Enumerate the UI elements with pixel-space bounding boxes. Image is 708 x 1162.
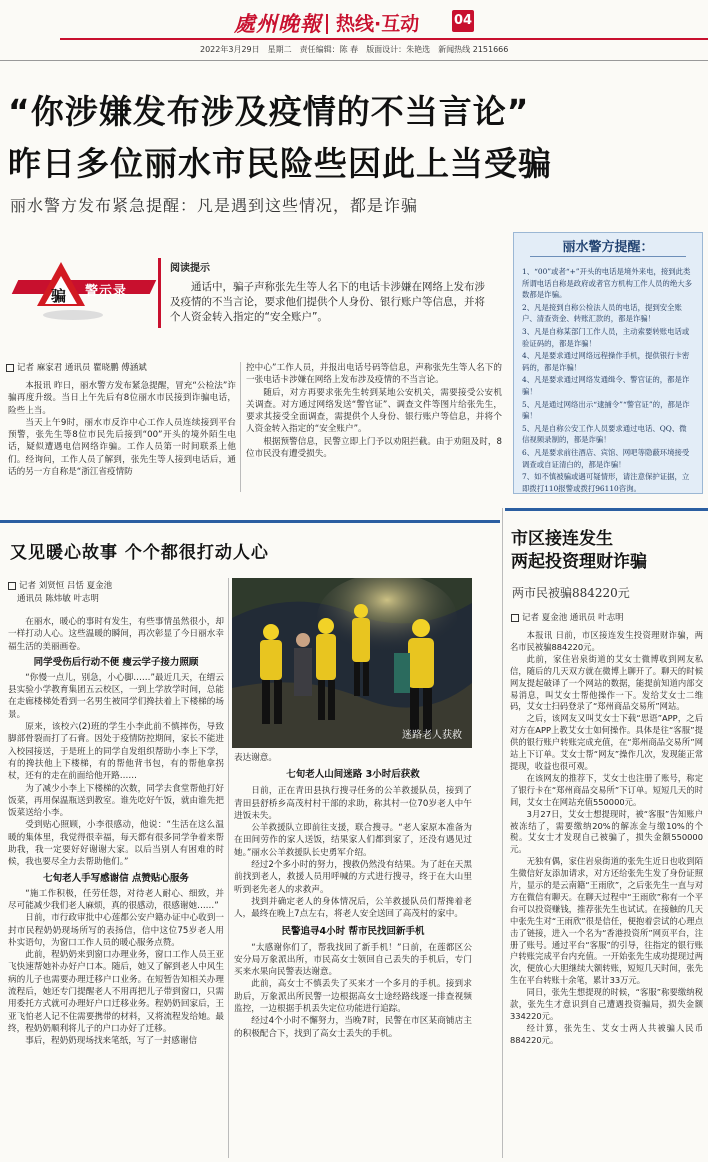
subheading-mountain-rescue: 七旬老人山间迷路 3小时后获救 xyxy=(286,769,420,781)
warning-list xyxy=(522,266,694,495)
tip-accent-bar xyxy=(158,258,161,328)
story3-para: 此前，家住岩泉街道的艾女士微博收到网友私信，随后的几天双方就在微博上聊开了。聊天的时候网友提起破译了一个网站的数据，能提前知道内部交易消息，叫艾女士帮他操作一下。发给艾女士二维码，艾女士扫码登录了“郑州商品交易所”网站。 xyxy=(510,653,703,712)
story3-title-line-2: 两起投资理财诈骗 xyxy=(511,552,647,572)
lead-column-1 xyxy=(8,380,236,478)
lead-headline-2: 昨日多位丽水市民险些因此上当受骗 xyxy=(8,144,552,183)
warning-item: 3、凡是自称某部门工作人员，主动索要转账电话或验证码的，都是诈骗！ xyxy=(522,326,690,348)
lead-col1-para: 当天上午9时，丽水市反诈中心工作人员连续接到平台预警，张先生等8位市民先后接到“00”开头的境外陌生电话，疑似遭遇电信网络诈骗。工作人员第一时间联系上他们。经询问，工作人员了解到，张先生等人接到电话后，通话的另一方自称是“浙江省疫情防 xyxy=(8,417,236,478)
story3-byline-text: 记者 夏金池 通讯员 叶志明 xyxy=(522,613,624,623)
warning-item: 5、凡是通过网络出示“逮捕令”“警官证”的，都是诈骗！ xyxy=(522,399,690,421)
story2-para: 受到贴心照顾，小李很感动，他说：“生活在这么温暖的集体里，我觉得很幸福，每天都有很多同学争着来帮助我，我一定要好好谢谢大家。以后当别人有困难的时候，我也要尽全力去帮助他们。” xyxy=(8,820,224,868)
story3-byline xyxy=(511,612,624,624)
lead-col2-para: 根据预警信息，民警立即上门予以劝阻拦截。由于劝阻及时，8位市民没有遭受损失。 xyxy=(246,436,502,460)
story2-para: 表达谢意。 xyxy=(234,753,277,763)
story3-para: 在该网友的推荐下，艾女士也注册了账号，称定了银行卡在“郑州商品交易所”下订单。短短几天的时间，艾女士在网站充值550000元。 xyxy=(510,772,703,807)
reading-tip-body: 通话中，骗子声称张先生等人名下的电话卡涉嫌在网络上发布涉及疫情的不当言论，要求他们提供个人身份、银行账户等信息，并将个人资金转入指定的“安全账户”。 xyxy=(170,281,485,323)
warning-item: 5、凡是自称公安工作人员要求通过电话、QQ、微信视频录制的，都是诈骗！ xyxy=(522,423,687,445)
masthead-divider xyxy=(326,14,328,34)
story2-para: 经过4个小时不懈努力，当晚7时，民警在市区某商铺店主的积极配合下，找到了高女士丢失的手机。 xyxy=(234,1016,472,1039)
story2-para: 为了减少小李上下楼梯的次数，同学去食堂帮他打好饭菜，再用保温瓶送到教室。谁先吃好午饭，就由谁先把饭菜送给小李。 xyxy=(8,783,224,819)
news-hotline: 新闻热线 2151666 xyxy=(438,45,509,54)
lead-col2-para: 控中心”工作人员，并报出电话号码等信息，声称张先生等人名下的一张电话卡涉嫌在网络上发布涉及疫情的不当言论。 xyxy=(246,363,502,386)
newspaper-name: 處州晚報 xyxy=(234,11,322,36)
rescue-photo xyxy=(232,578,472,748)
lead-byline-text: 记者 麻家君 通讯员 瞿晓鹏 傅涵斌 xyxy=(17,363,147,373)
story3-para: 同日，张先生想提现的时候，“客服”称要缴纳税款，张先生才意识到自己遭遇投资骗局，损失金额334220元。 xyxy=(510,987,703,1021)
page-number: 04 xyxy=(452,10,474,32)
section-name: 热线·互动 xyxy=(336,13,420,35)
story2-title: 又见暖心故事 个个都很打动人心 xyxy=(10,543,269,563)
warning-item: 1、“00”或者“+”开头的电话是境外来电，接到此类所谓电话自称是政府或者官方机构工作人员的绝大多数都是诈骗。 xyxy=(522,267,692,300)
lead-headline-1: “你涉嫌发布涉及疫情的不当言论” xyxy=(8,92,530,131)
story2-para: 日前，市行政审批中心莲都公安户籍办证中心收到一封市民程奶奶现场所写的表扬信，信中这位75岁老人用朴实语句，为窗口工作人员的暖心服务点赞。 xyxy=(8,913,224,948)
story2-para: 找到并确定老人的身体情况后，公羊救援队员们帮搀着老人，最终在晚上7点左右，将老人安全送回了高茂村的家中。 xyxy=(234,896,472,920)
warning-title: 丽水警方提醒： xyxy=(562,240,654,255)
story2-byline-2: 通讯员 陈炜敏 叶志明 xyxy=(17,594,99,604)
section-bar-story3 xyxy=(505,508,708,511)
issue-weekday: 星期二 xyxy=(267,45,292,54)
lead-col2-para: 随后，对方再要求张先生转到某地公安机关，需要接受公安机关调查。对方通过网络发送“警官证”、调查文件等图片给张先生，要求其接受全面调查，需提供个人身份、银行账户等信息，并将个人资金转入指定的“安全账户”。 xyxy=(246,387,502,435)
story3-para: 无独有偶，家住岩泉街道的张先生近日也收到陌生微信好友添加请求，对方还给张先生发了身份证照片，显示的是云南籍“王雨欣”，之后张先生一直与对方在微信有聊天。在聊天过程中“王雨欣”称有一个平台可以投资赚钱，推荐张先生也试试。在接触的几天中张先生对“王雨欣”很是信任，便抱着尝试的心理点击了链接，进入一个名为“香港投资所”网页平台，注册了账号。通过平台“客服”的引导，往指定的银行账户转账完成平台内充值。一开始张先生成功提现过两次，便放心大胆继续大额转账，短短几天时间，张先生在平台转账十余笔，累计33万元。 xyxy=(510,856,703,986)
lead-col1-para: 本报讯 昨日，丽水警方发布紧急提醒，冒充“公检法”诈骗再度升级。当日上午先后有8位丽水市民接到诈骗电话，险些上当。 xyxy=(8,381,236,416)
warning-item: 4、凡是要求通过网络发通缉令、警官证的，都是诈骗！ xyxy=(522,375,690,396)
column-divider xyxy=(502,508,503,1158)
story2-para: “你慢一点儿，别急，小心脚……”最近几天，在缙云县实验小学教育集团五云校区，一到上学放学时间，总能在走廊楼梯处看到一名男生被同学们搀扶着上下楼梯的场景。 xyxy=(8,672,224,720)
story2-para: 事后，程奶奶现场找来笔纸，写了一封感谢信 xyxy=(25,1036,198,1047)
story2-para: 日前，正在青田县执行搜寻任务的公羊救援队员，接到了青田县舒桥乡高茂村村干部的求助，称其村一位70岁老人中午进饭未失。 xyxy=(234,786,472,821)
warning-item: 4、凡是要求通过网络远程操作手机，提供银行卡密码的，都是诈骗！ xyxy=(522,351,690,372)
story3-title xyxy=(511,528,647,574)
story2-byline-1: 记者 刘贤恒 吕恬 夏金池 xyxy=(19,581,113,591)
photo-caption: 迷路老人获救 xyxy=(402,730,462,741)
reading-tip-title: 阅读提示 xyxy=(170,263,210,274)
story2-byline xyxy=(8,580,112,592)
subheading-thank-you-letter: 七旬老人手写感谢信 点赞贴心服务 xyxy=(43,872,189,884)
top-divider xyxy=(0,60,708,61)
lead-byline xyxy=(6,362,147,374)
story2-para: “太感谢你们了，帮我找回了新手机！”日前，在莲都区公安分局万象派出所，市民高女士领回自己丢失的手机后，专门买来水果向民警表达谢意。 xyxy=(234,942,472,978)
story2-column-2 xyxy=(234,752,472,1040)
rescue-photo-illustration xyxy=(232,578,472,748)
logo-character: 骗 xyxy=(51,287,67,305)
column-divider xyxy=(228,578,229,1158)
story3-subtitle: 两市民被骗884220元 xyxy=(512,586,630,600)
warning-title-rule xyxy=(530,256,686,257)
masthead-rule xyxy=(60,38,708,40)
story3-para: 本报讯 日前，市区接连发生投资理财诈骗，两名市民被骗884220元。 xyxy=(510,630,703,652)
issue-date: 2022年3月29日 xyxy=(200,45,260,54)
story3-para: 3月27日，艾女士想提现时，被“客服”告知账户被冻结了，需要缴纳20%的解冻金与缴10%的个税。艾女士才发现自己被骗了，损失金额550000元。 xyxy=(510,808,703,855)
story2-para: 公羊救援队立即前往支援，联合搜寻。“老人家原本准备为在田间劳作的家人送饭，结果家人们都到家了，还没有遇见过她。”丽水公羊救援队长史勇军介绍。 xyxy=(234,823,472,858)
story2-para: 原来，该校六(2)班的学生小李此前不慎摔伤，导致脚部骨裂而打了石膏。因处于疫情防控期间，家长不能进入校园接送，于是班上的同学自发组织帮助小李上下学，有的搀扶他上下楼梯，有的帮他背书包，有的帮他拿拐杖，还有的走在前面给他开路…… xyxy=(8,722,224,782)
story3-body xyxy=(510,630,703,1047)
warning-item: 6、凡是要求前往酒店、宾馆、网吧等隐蔽环境接受调查或自证清白的，都是诈骗！ xyxy=(522,447,690,469)
logo-text: 警示录 xyxy=(85,284,128,299)
column-divider xyxy=(240,362,241,492)
warning-item: 2、凡是接到自称公检法人员的电话，提到安全账户、清查资金、转账汇款的，都是诈骗！ xyxy=(522,302,682,324)
lead-column-2 xyxy=(246,362,502,460)
lead-subhead: 丽水警方发布紧急提醒：凡是遇到这些情况，都是诈骗 xyxy=(10,196,419,215)
story3-title-line-1: 市区接连发生 xyxy=(511,529,613,549)
subheading-lost-phone: 民警追寻4小时 帮市民找回新手机 xyxy=(281,925,425,937)
story2-column-1 xyxy=(8,616,224,1048)
designer-credit: 版面设计：朱艳选 xyxy=(366,45,431,54)
story2-para: 经过2个多小时的努力，搜救仍然没有结果。为了赶在天黑前找到老人，救援人员用呼喊的方式进行搜寻，终于在大山里听到老先老人的求救声。 xyxy=(234,860,472,895)
story2-para: “施工作积极，任劳任怨，对待老人耐心、细致，并尽可能减少我们老人麻烦，真的很感动，很感谢她……” xyxy=(8,888,224,911)
logo-shadow xyxy=(43,310,103,320)
story3-para: 经计算，张先生、艾女士两人共被骗人民币884220元。 xyxy=(510,1022,703,1045)
story2-para: 在丽水，暖心的事时有发生，有些事情虽然很小，却一样打动人心。这些温暖的瞬间，再次彰显了今日丽水幸福生活的美丽画卷。 xyxy=(8,617,224,652)
story2-para: 此前，程奶奶来到窗口办理业务，窗口工作人员王亚飞快速帮她补办好户口本。随后，她又了解到老人中风生病的儿子也需要办理迁移户口业务。在短暂告知相关办理流程后，她还专门提醒老人不用再把儿子带到窗口，只需用委托方式就可办理好户口迁移业务。程奶奶回家后，王亚飞怕老人记不住需要携带的材料，又将流程发给她。最终，程奶奶顺利将儿子的户口办好了迁移。 xyxy=(8,950,224,1034)
dateline xyxy=(200,44,516,55)
story2-para: 此前，高女士不慎丢失了买来才一个多月的手机。接到求助后，万象派出所民警一边根据高女士途经路线逐一排查视频监控，一边根据手机丢失定位功能进行追踪。 xyxy=(234,979,472,1015)
section-bar-story2 xyxy=(0,520,500,523)
warning-item: 7、如不慎被骗或遇可疑情形，请注意保护证据，立即拨打110报警或拨打96110咨询。 xyxy=(522,472,690,493)
editor-credit: 责任编辑：陈 春 xyxy=(299,45,359,54)
warning-logo xyxy=(15,258,153,330)
subheading-classmates: 同学受伤后行动不便 瘦云学子接力照顾 xyxy=(33,656,199,668)
story3-para: 之后，该网友又叫艾女士下载“思语”APP，之后对方在APP上教艾女士如何操作。具体是往“客服”提供的银行账户转账完成充值，在“郑州商品交易所”网站上下订单。艾女士帮“网友”操作几次，发现能正常提现，收益也很可观。 xyxy=(510,713,703,771)
